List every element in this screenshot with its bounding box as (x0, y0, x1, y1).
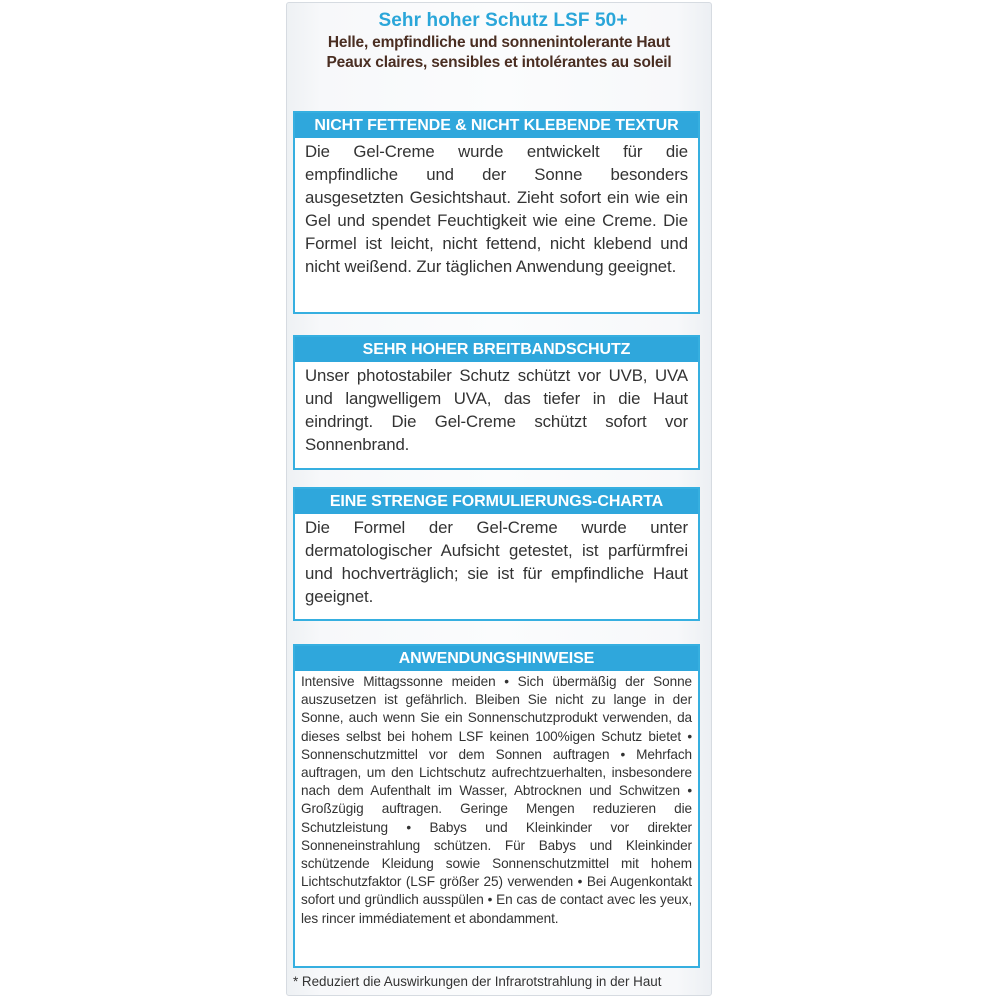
section-text: Intensive Mittagssonne meiden • Sich übermäßig der Sonne auszusetzen ist gefährlich. Bleiben Sie nicht zu lange in der Sonne, auch wenn Sie ein Sonnenschutzprodukt verwenden, da dieses selbst bei hohem LSF keinen 100%igen Schutz bietet • Sonnenschutzmittel vor dem Sonnen auftragen • Mehrfach auftragen, um den Lichtschutz aufrechtzuerhalten, insbesondere nach dem Aufenthalt im Wasser, Abtrocknen und Schwitzen • Großzügig auftragen. Geringe Mengen reduzieren die Schutzleistung • Babys und Kleinkinder vor direkter Sonneneinstrahlung schützen. Für Babys und Kleinkinder schützende Kleidung sowie Sonnenschutzmittel mit hohem Lichtschutzfaktor (LSF größer 25) verwenden • Bei Augenkontakt sofort und gründlich ausspülen • En cas de contact avec les yeux, les rincer immédiatement et abondamment. (301, 674, 692, 926)
section-title: EINE STRENGE FORMULIERUNGS-CHARTA (295, 489, 698, 514)
section-text: Die Gel-Creme wurde entwickelt für die empfindliche und der Sonne besonders ausgesetzten Gesichtshaut. Zieht sofort ein wie ein Gel und spendet Feuchtigkeit wie eine Creme. Die Formel ist leicht, nicht fettend, nicht klebend und nicht weißend. Zur täglichen Anwendung geeignet. (305, 142, 688, 276)
section-title: NICHT FETTENDE & NICHT KLEBENDE TEXTUR (295, 113, 698, 138)
footnote: * Reduziert die Auswirkungen der Infrarotstrahlung in der Haut (293, 974, 662, 989)
header (287, 9, 711, 73)
skin-type-german: Helle, empfindliche und sonnenintolerante Haut (327, 34, 671, 51)
section-formulation-charter (293, 487, 700, 621)
section-text: Die Formel der Gel-Creme wurde unter dermatologischer Aufsicht getestet, ist parfürmfrei und hochverträglich; sie ist für empfindliche Haut geeignet. (305, 518, 688, 606)
product-packaging-panel (286, 2, 712, 996)
section-title: ANWENDUNGSHINWEISE (295, 646, 698, 671)
skin-type-french: Peaux claires, sensibles et intolérantes au soleil (326, 54, 672, 71)
section-title: SEHR HOHER BREITBANDSCHUTZ (295, 337, 698, 362)
product-headline: Sehr hoher Schutz LSF 50+ (378, 10, 628, 31)
section-broadband-protection (293, 335, 700, 470)
section-text: Unser photostabiler Schutz schützt vor UVB, UVA und langwelligem UVA, das tiefer in die Haut eindringt. Die Gel-Creme schützt sofort vor Sonnenbrand. (305, 366, 688, 454)
section-usage-instructions (293, 644, 700, 968)
section-texture (293, 111, 700, 314)
